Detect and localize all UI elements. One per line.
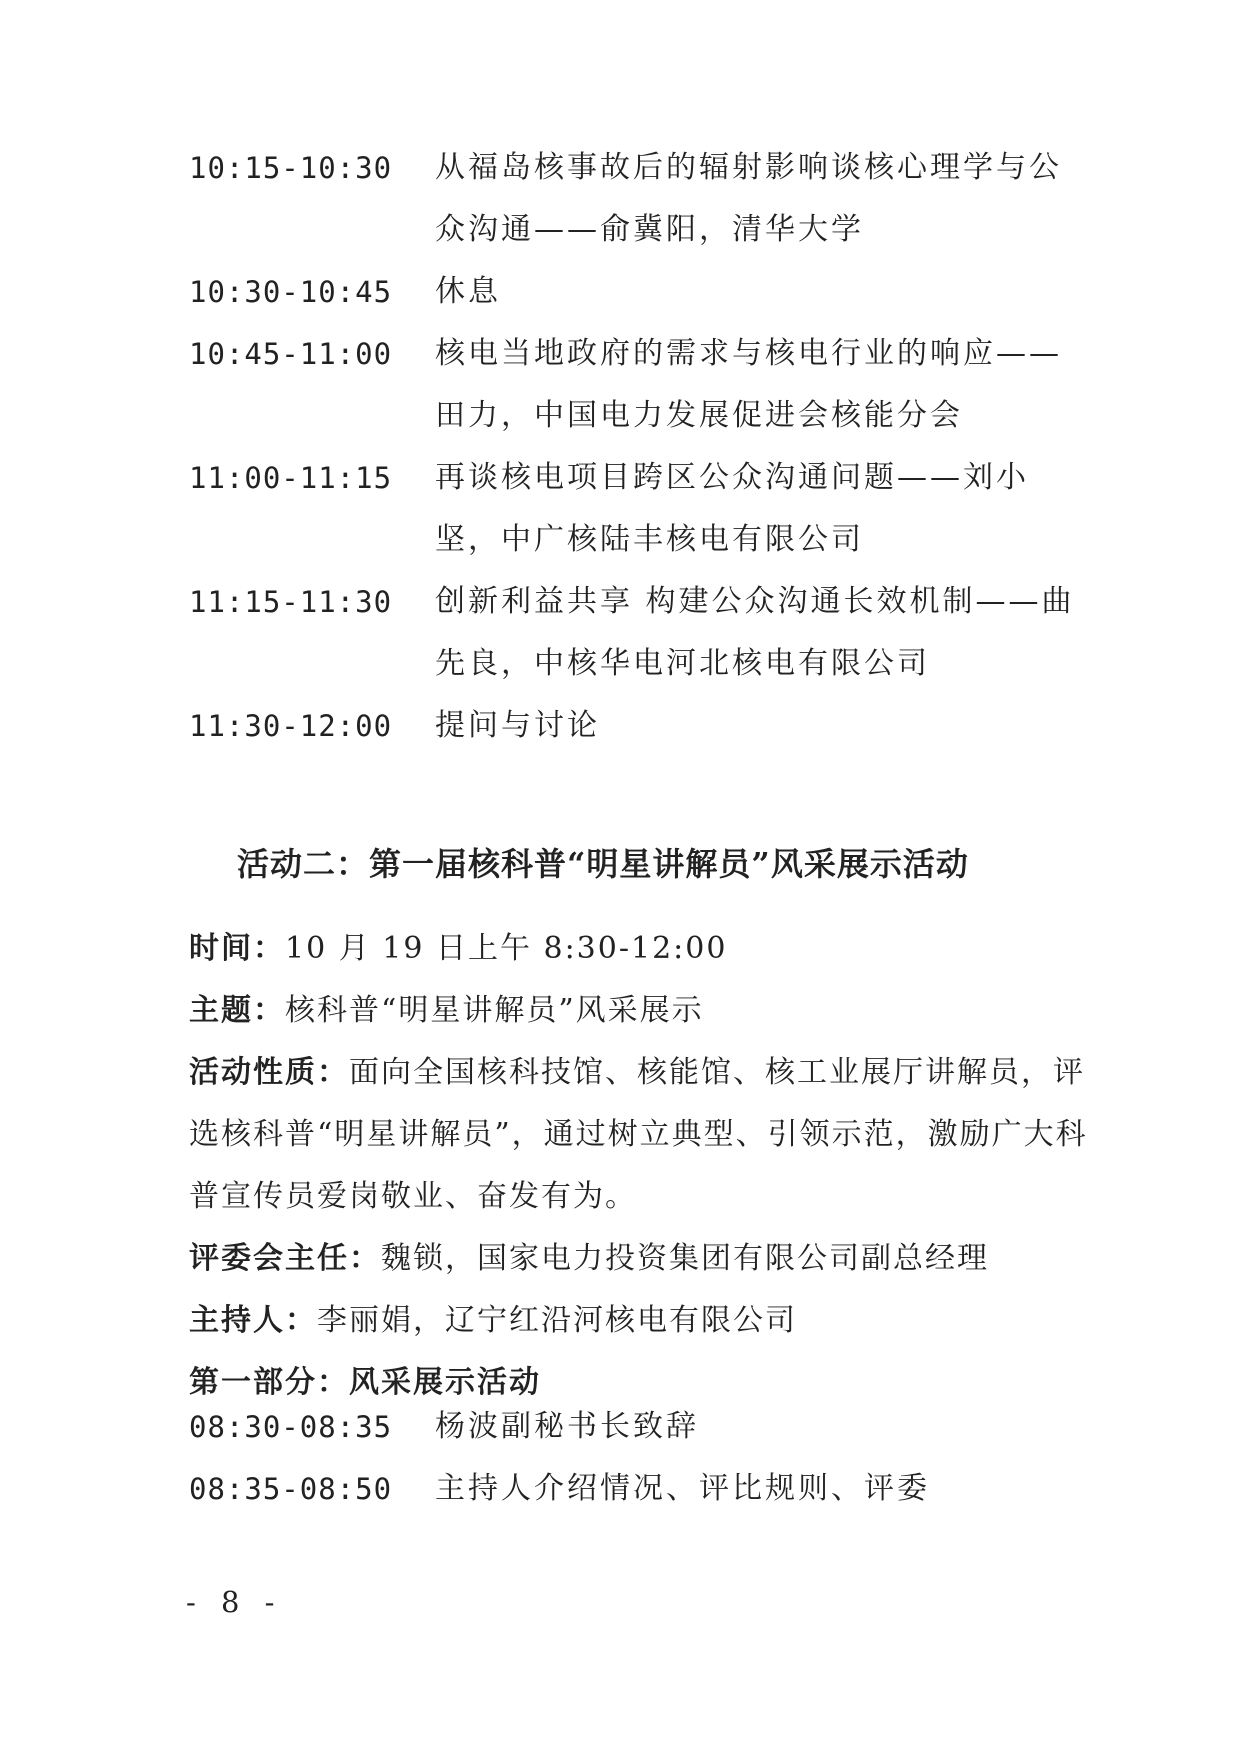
schedule-time: 08:35-08:50 (189, 1472, 393, 1506)
schedule-time: 10:15-10:30 (189, 151, 393, 185)
info-host (189, 1290, 1089, 1352)
schedule-row (189, 447, 1089, 571)
info-jury-value: 魏锁，国家电力投资集团有限公司副总经理 (381, 1241, 989, 1276)
info-theme-value: 核科普“明星讲解员”风采展示 (285, 993, 704, 1028)
info-part1-label: 第一部分：风采展示活动 (189, 1365, 541, 1400)
schedule-desc: 从福岛核事故后的辐射影响谈核心理学与公众沟通——俞冀阳，清华大学 (435, 150, 1062, 247)
activity-info (189, 918, 1089, 1414)
page-number: - 8 - (186, 1585, 283, 1619)
info-jury (189, 1228, 1089, 1290)
schedule-row (189, 571, 1089, 695)
info-time-value: 10 月 19 日上午 8:30-12:00 (285, 931, 728, 966)
activity-heading: 活动二：第一届核科普“明星讲解员”风采展示活动 (237, 845, 969, 883)
schedule-desc: 主持人介绍情况、评比规则、评委 (435, 1471, 930, 1506)
schedule-row (189, 1458, 1089, 1520)
schedule-desc: 杨波副秘书长致辞 (435, 1409, 699, 1444)
schedule-row (189, 695, 1089, 757)
schedule-desc: 创新利益共享 构建公众沟通长效机制——曲先良，中核华电河北核电有限公司 (435, 584, 1075, 681)
info-nature (189, 1042, 1089, 1228)
schedule-part1 (189, 137, 1089, 757)
schedule-desc: 再谈核电项目跨区公众沟通问题——刘小坚，中广核陆丰核电有限公司 (435, 460, 1029, 557)
info-nature-value: 面向全国核科技馆、核能馆、核工业展厅讲解员，评选核科普“明星讲解员”，通过树立典型、引领示范，激励广大科普宣传员爱岗敬业、奋发有为。 (189, 1055, 1088, 1214)
schedule-time: 11:30-12:00 (189, 709, 393, 743)
info-theme-label: 主题： (189, 993, 285, 1028)
schedule-time: 08:30-08:35 (189, 1410, 393, 1444)
info-time-label: 时间： (189, 931, 285, 966)
info-time (189, 918, 1089, 980)
info-host-value: 李丽娟，辽宁红沿河核电有限公司 (317, 1303, 797, 1338)
info-host-label: 主持人： (189, 1303, 317, 1338)
schedule-time: 11:15-11:30 (189, 585, 393, 619)
schedule-part2 (189, 1396, 1089, 1520)
schedule-time: 11:00-11:15 (189, 461, 393, 495)
schedule-row (189, 323, 1089, 447)
schedule-row (189, 1396, 1089, 1458)
schedule-time: 10:30-10:45 (189, 275, 393, 309)
info-theme (189, 980, 1089, 1042)
info-jury-label: 评委会主任： (189, 1241, 381, 1276)
schedule-row (189, 261, 1089, 323)
info-nature-label: 活动性质： (189, 1055, 349, 1090)
schedule-desc: 提问与讨论 (435, 708, 600, 743)
schedule-time: 10:45-11:00 (189, 337, 393, 371)
schedule-desc: 核电当地政府的需求与核电行业的响应——田力，中国电力发展促进会核能分会 (435, 336, 1062, 433)
schedule-row (189, 137, 1089, 261)
schedule-desc: 休息 (435, 274, 501, 309)
